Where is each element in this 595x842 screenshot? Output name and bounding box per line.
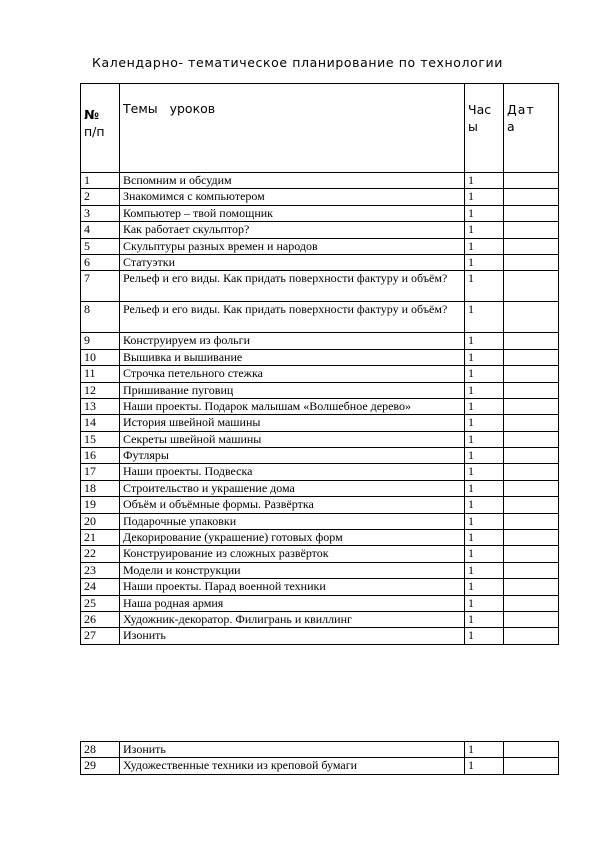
row-hours-cell: 1: [465, 480, 504, 496]
row-date-cell: [504, 742, 559, 758]
row-number-cell: 7: [81, 271, 120, 302]
row-hours-cell: 1: [465, 562, 504, 578]
table-row: [81, 271, 559, 302]
row-topic-cell: Наши проекты. Парад военной техники: [120, 579, 465, 595]
row-topic-cell: Строительство и украшение дома: [120, 480, 465, 496]
table-row: [81, 628, 559, 644]
row-topic-cell: Художественные техники из креповой бумаги: [120, 758, 465, 774]
row-hours-cell: 1: [465, 758, 504, 774]
row-hours-cell: 1: [465, 415, 504, 431]
row-hours-cell: 1: [465, 173, 504, 189]
table-row: [81, 562, 559, 578]
table-row: [81, 349, 559, 365]
table-row: [81, 742, 559, 758]
row-topic-cell: Знакомимся с компьютером: [120, 189, 465, 205]
row-date-cell: [504, 302, 559, 333]
table-row: [81, 448, 559, 464]
header-topic: Темы уроков: [120, 84, 465, 173]
table-row: [81, 382, 559, 398]
row-topic-cell: Декорирование (украшение) готовых форм: [120, 530, 465, 546]
row-hours-cell: 1: [465, 431, 504, 447]
row-hours-cell: 1: [465, 546, 504, 562]
row-hours-cell: 1: [465, 238, 504, 254]
table-row: [81, 173, 559, 189]
row-topic-cell: Строчка петельного стежка: [120, 366, 465, 382]
row-topic-cell: Конструируем из фольги: [120, 333, 465, 349]
row-number-cell: 21: [81, 530, 120, 546]
row-topic-cell: Рельеф и его виды. Как придать поверхности фактуру и объём?: [120, 302, 465, 333]
row-topic-cell: Как работает скульптор?: [120, 222, 465, 238]
row-number-cell: 22: [81, 546, 120, 562]
table-row: [81, 398, 559, 414]
row-hours-cell: 1: [465, 530, 504, 546]
lesson-plan-continuation-body: [81, 742, 559, 775]
table-header-row: [81, 84, 559, 173]
row-date-cell: [504, 595, 559, 611]
row-number-cell: 18: [81, 480, 120, 496]
row-number-cell: 9: [81, 333, 120, 349]
row-date-cell: [504, 415, 559, 431]
table-row: [81, 611, 559, 627]
row-topic-cell: Изонить: [120, 742, 465, 758]
row-hours-cell: 1: [465, 205, 504, 221]
row-topic-cell: Статуэтки: [120, 254, 465, 270]
row-date-cell: [504, 448, 559, 464]
row-topic-cell: Подарочные упаковки: [120, 513, 465, 529]
row-date-cell: [504, 579, 559, 595]
row-hours-cell: 1: [465, 333, 504, 349]
row-date-cell: [504, 222, 559, 238]
table-row: [81, 497, 559, 513]
row-date-cell: [504, 173, 559, 189]
header-date-line2: а: [507, 119, 516, 134]
row-hours-cell: 1: [465, 513, 504, 529]
row-hours-cell: 1: [465, 271, 504, 302]
header-number: [81, 84, 120, 173]
row-date-cell: [504, 366, 559, 382]
table-row: [81, 205, 559, 221]
row-topic-cell: Вспомним и обсудим: [120, 173, 465, 189]
row-number-cell: 6: [81, 254, 120, 270]
table-row: [81, 415, 559, 431]
row-date-cell: [504, 333, 559, 349]
row-date-cell: [504, 464, 559, 480]
row-hours-cell: 1: [465, 497, 504, 513]
row-topic-cell: Наши проекты. Подвеска: [120, 464, 465, 480]
table-row: [81, 333, 559, 349]
row-hours-cell: 1: [465, 398, 504, 414]
row-hours-cell: 1: [465, 222, 504, 238]
row-date-cell: [504, 611, 559, 627]
header-hours: [465, 84, 504, 173]
table-row: [81, 238, 559, 254]
table-row: [81, 595, 559, 611]
row-date-cell: [504, 189, 559, 205]
row-date-cell: [504, 431, 559, 447]
page-title: Календарно- тематическое планирование по технологии: [92, 55, 503, 70]
row-number-cell: 27: [81, 628, 120, 644]
row-number-cell: 3: [81, 205, 120, 221]
row-number-cell: 1: [81, 173, 120, 189]
row-date-cell: [504, 254, 559, 270]
header-number-sign: №: [84, 107, 100, 122]
row-hours-cell: 1: [465, 595, 504, 611]
table-row: [81, 222, 559, 238]
row-topic-cell: Наши проекты. Подарок малышам «Волшебное дерево»: [120, 398, 465, 414]
row-topic-cell: Наша родная армия: [120, 595, 465, 611]
row-date-cell: [504, 398, 559, 414]
table-row: [81, 480, 559, 496]
row-hours-cell: 1: [465, 628, 504, 644]
row-topic-cell: Художник-декоратор. Филигрань и квиллинг: [120, 611, 465, 627]
table-row: [81, 189, 559, 205]
row-topic-cell: Конструирование из сложных развёрток: [120, 546, 465, 562]
row-date-cell: [504, 758, 559, 774]
row-date-cell: [504, 530, 559, 546]
row-date-cell: [504, 480, 559, 496]
row-number-cell: 12: [81, 382, 120, 398]
header-hours-line2: ы: [468, 119, 478, 134]
row-topic-cell: Пришивание пуговиц: [120, 382, 465, 398]
row-date-cell: [504, 513, 559, 529]
header-date-line1: Дат: [507, 102, 535, 117]
row-date-cell: [504, 349, 559, 365]
row-date-cell: [504, 382, 559, 398]
row-number-cell: 19: [81, 497, 120, 513]
row-number-cell: 8: [81, 302, 120, 333]
row-topic-cell: Рельеф и его виды. Как придать поверхности фактуру и объём?: [120, 271, 465, 302]
lesson-plan-continuation-table: [80, 741, 559, 775]
row-topic-cell: Изонить: [120, 628, 465, 644]
row-topic-cell: Модели и конструкции: [120, 562, 465, 578]
row-date-cell: [504, 205, 559, 221]
row-number-cell: 28: [81, 742, 120, 758]
row-number-cell: 2: [81, 189, 120, 205]
row-hours-cell: 1: [465, 448, 504, 464]
table-row: [81, 302, 559, 333]
row-number-cell: 5: [81, 238, 120, 254]
row-hours-cell: 1: [465, 254, 504, 270]
row-number-cell: 11: [81, 366, 120, 382]
row-number-cell: 20: [81, 513, 120, 529]
row-number-cell: 14: [81, 415, 120, 431]
row-hours-cell: 1: [465, 349, 504, 365]
row-date-cell: [504, 628, 559, 644]
table-row: [81, 513, 559, 529]
table-row: [81, 431, 559, 447]
row-number-cell: 23: [81, 562, 120, 578]
table-row: [81, 530, 559, 546]
row-hours-cell: 1: [465, 302, 504, 333]
row-number-cell: 29: [81, 758, 120, 774]
row-date-cell: [504, 271, 559, 302]
row-hours-cell: 1: [465, 189, 504, 205]
row-hours-cell: 1: [465, 366, 504, 382]
row-date-cell: [504, 546, 559, 562]
row-hours-cell: 1: [465, 742, 504, 758]
row-date-cell: [504, 562, 559, 578]
row-topic-cell: Компьютер – твой помощник: [120, 205, 465, 221]
row-topic-cell: Скульптуры разных времен и народов: [120, 238, 465, 254]
table-row: [81, 579, 559, 595]
row-hours-cell: 1: [465, 464, 504, 480]
row-topic-cell: Вышивка и вышивание: [120, 349, 465, 365]
row-date-cell: [504, 238, 559, 254]
row-topic-cell: Футляры: [120, 448, 465, 464]
row-hours-cell: 1: [465, 579, 504, 595]
row-number-cell: 16: [81, 448, 120, 464]
row-number-cell: 15: [81, 431, 120, 447]
row-hours-cell: 1: [465, 611, 504, 627]
table-row: [81, 366, 559, 382]
table-row: [81, 254, 559, 270]
lesson-plan-body: [81, 84, 559, 645]
row-hours-cell: 1: [465, 382, 504, 398]
row-topic-cell: История швейной машины: [120, 415, 465, 431]
row-number-cell: 24: [81, 579, 120, 595]
row-number-cell: 4: [81, 222, 120, 238]
row-number-cell: 17: [81, 464, 120, 480]
row-number-cell: 26: [81, 611, 120, 627]
header-number-label: п/п: [84, 124, 105, 139]
row-date-cell: [504, 497, 559, 513]
row-number-cell: 13: [81, 398, 120, 414]
header-date: [504, 84, 559, 173]
table-row: [81, 758, 559, 774]
table-row: [81, 546, 559, 562]
row-topic-cell: Секреты швейной машины: [120, 431, 465, 447]
table-row: [81, 464, 559, 480]
row-topic-cell: Объём и объёмные формы. Развёртка: [120, 497, 465, 513]
lesson-plan-table: [80, 83, 559, 645]
row-number-cell: 10: [81, 349, 120, 365]
row-number-cell: 25: [81, 595, 120, 611]
header-hours-line1: Час: [468, 102, 492, 117]
